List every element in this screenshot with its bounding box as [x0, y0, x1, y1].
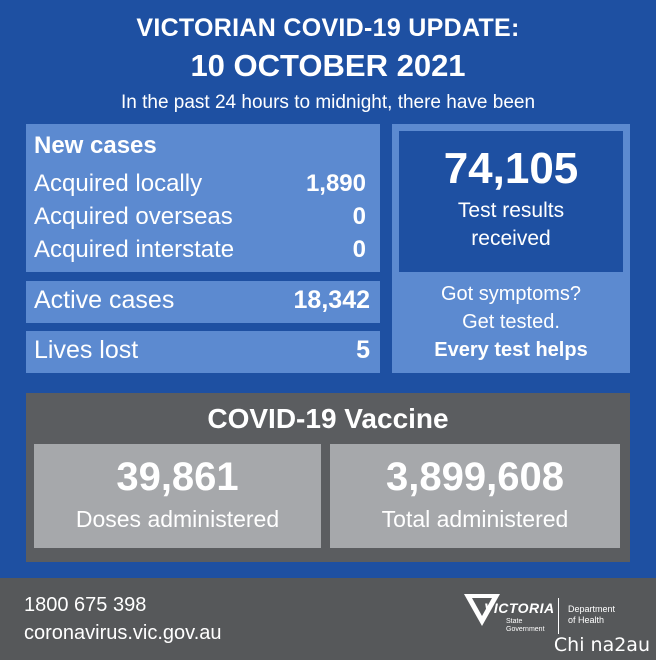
active-cases-label: Active cases [34, 286, 175, 314]
website-link: coronavirus.vic.gov.au [24, 622, 222, 644]
row-value: 1,890 [305, 170, 366, 197]
vaccine-heading: COVID-19 Vaccine [207, 403, 449, 434]
footer [0, 578, 656, 660]
watermark: Chi na2au [553, 634, 650, 656]
lives-lost-value: 5 [356, 336, 370, 364]
row-value: 0 [352, 236, 366, 263]
vic-government-logo [462, 590, 642, 640]
row-label: Acquired locally [34, 170, 203, 197]
phone-number: 1800 675 398 [24, 594, 147, 616]
title-date: 10 OCTOBER 2021 [190, 48, 466, 83]
logo-sub-1: State [506, 618, 523, 625]
doses-value: 39,861 [116, 455, 239, 499]
new-cases-panel [26, 124, 380, 272]
total-administered-box [330, 444, 620, 548]
doses-label: Doses administered [75, 506, 280, 532]
new-cases-row [34, 236, 366, 264]
symptoms-line-1: Got symptoms? [440, 283, 582, 305]
total-label: Total administered [381, 506, 569, 532]
new-cases-row [34, 170, 366, 198]
tests-panel [392, 124, 630, 373]
total-value: 3,899,608 [386, 455, 564, 499]
vaccine-panel [26, 393, 630, 562]
lives-lost-panel [26, 331, 380, 373]
tests-label-1: Test results [457, 199, 565, 222]
active-cases-value: 18,342 [293, 286, 370, 314]
symptoms-line-3: Every test helps [434, 339, 588, 361]
active-cases-panel [26, 281, 380, 323]
symptoms-message [392, 280, 630, 364]
row-label: Acquired overseas [34, 203, 233, 230]
logo-word: VICTORIA [484, 600, 555, 616]
title-line-1: VICTORIAN COVID-19 UPDATE: [136, 14, 520, 42]
tests-count-box [399, 131, 623, 272]
row-label: Acquired interstate [34, 236, 235, 263]
intro-text: In the past 24 hours to midnight, there have been [120, 92, 536, 113]
row-value: 0 [352, 203, 366, 230]
symptoms-line-2: Get tested. [462, 311, 560, 333]
logo-sub-2: Government [506, 626, 545, 633]
new-cases-row [34, 203, 366, 231]
lives-lost-label: Lives lost [34, 336, 139, 364]
dept-line-2: of Health [568, 615, 605, 625]
logo-subtitle [506, 618, 545, 634]
dept-line-1: Department [568, 604, 616, 614]
department-name [568, 604, 615, 626]
logo-divider [558, 598, 559, 634]
tests-label-2: received [471, 227, 551, 250]
doses-administered-box [34, 444, 321, 548]
new-cases-heading: New cases [34, 132, 157, 159]
tests-number: 74,105 [443, 144, 579, 193]
